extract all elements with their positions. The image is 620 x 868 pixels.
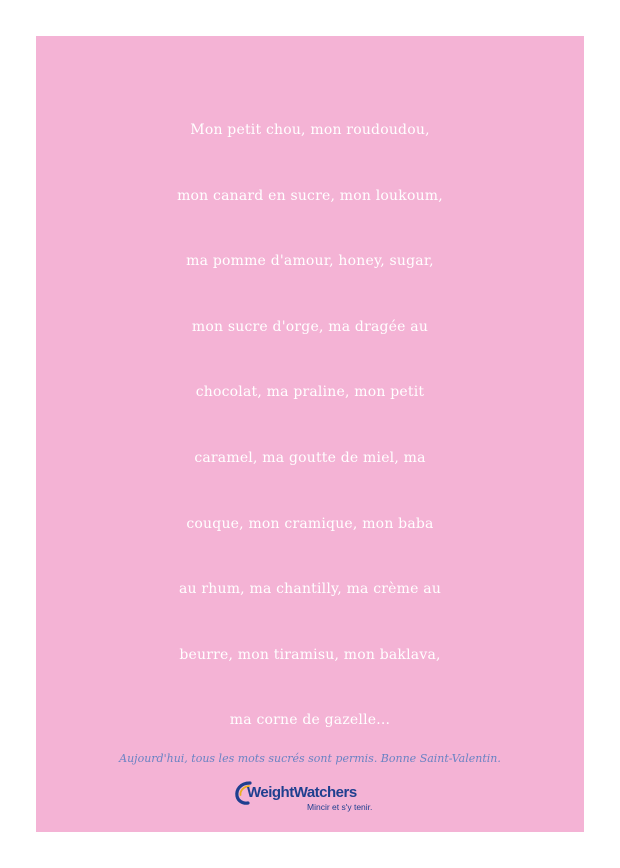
poem-line: mon canard en sucre, mon loukoum,	[177, 187, 443, 204]
poster-background	[36, 36, 584, 832]
poem-line: caramel, ma goutte de miel, ma	[194, 449, 426, 466]
logo-brand-name: WeightWatchers	[247, 784, 357, 801]
poem-line: ma corne de gazelle...	[229, 712, 391, 729]
weightwatchers-logo	[234, 778, 394, 818]
logo-slogan: Mincir et s'y tenir.	[307, 802, 373, 812]
poem-line: au rhum, ma chantilly, ma crème au	[178, 581, 442, 598]
poem-line: mon sucre d'orge, ma dragée au	[191, 318, 429, 335]
poem-line: ma pomme d'amour, honey, sugar,	[186, 253, 434, 270]
poem-line: couque, mon cramique, mon baba	[186, 515, 434, 532]
poem-text	[36, 98, 584, 754]
poem-line: chocolat, ma praline, mon petit	[195, 384, 425, 401]
poem-line: Mon petit chou, mon roudoudou,	[190, 122, 430, 138]
poem-line: beurre, mon tiramisu, mon baklava,	[179, 646, 441, 663]
tagline: Aujourd'hui, tous les mots sucrés sont permis. Bonne Saint-Valentin.	[119, 752, 501, 765]
